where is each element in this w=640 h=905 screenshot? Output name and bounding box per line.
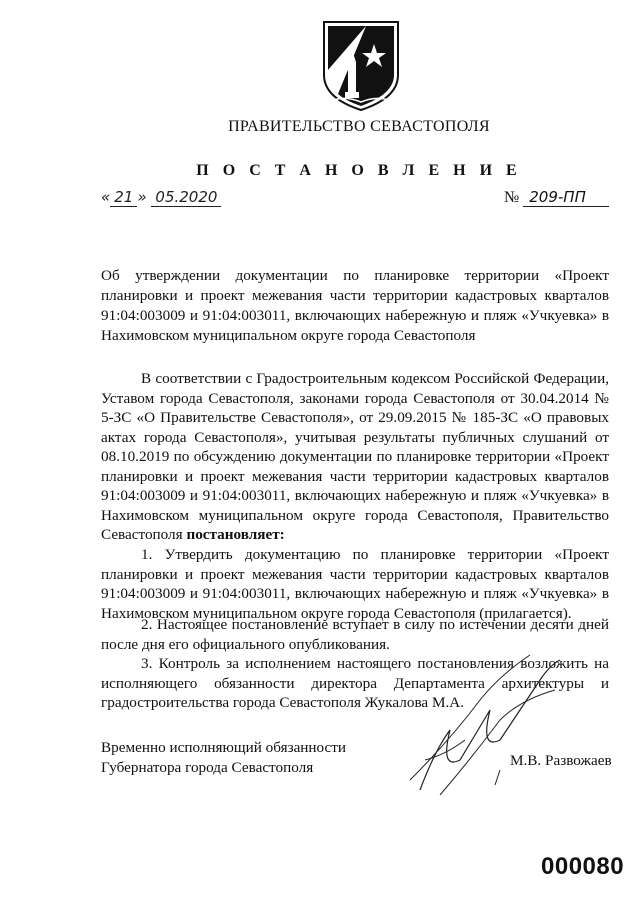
date-close-quote: » — [137, 188, 147, 206]
document-number — [504, 188, 609, 207]
decree-word: постановляет: — [186, 526, 285, 543]
date-open-quote: « — [101, 188, 111, 206]
coat-of-arms-icon — [316, 20, 406, 112]
decree-item-2: 2. Настоящее постановление вступает в силу по истечении десяти дней после дня его официального опубликования. — [101, 616, 609, 653]
preamble-text: В соответствии с Градостроительным кодексом Российской Федерации, Уставом города Севастополя, законами города Севастополя от 30.04.2014 № 5-ЗС «О Правительстве Севастополя», от 29.09.2015 № 185-ЗС «О правовых актах города Севастополя», учитывая результаты публичных слушаний от 08.10.2019 по обсуждению документации по планировке территории «Проект планировки и проект межевания части территории кадастровых кварталов 91:04:003009 и 91:04:003011, включающих набережную и пляж «Учкуевка» в Нахимовском муниципальном округе города Севастополя, Правительство Севастополя — [101, 370, 609, 543]
preamble-paragraph — [101, 369, 609, 545]
decree-item-3: 3. Контроль за исполнением настоящего постановления возложить на исполняющего обязанности директора Департамента архитектуры и градостроительства города Севастополя Жукалова М.А. — [101, 655, 609, 711]
document-type: П О С Т А Н О В Л Е Н И Е — [196, 162, 522, 179]
number-value: 209-ПП — [523, 188, 609, 207]
signatory-name: М.В. Развожаев — [510, 752, 612, 769]
document-subject: Об утверждении документации по планировке территории «Проект планировки и проект межевания части территории кадастровых кварталов 91:04:003009 и 91:04:003011, включающих набережную и пляж «Учкуевка» в Нахимовском муниципальном округе города Севастополя — [101, 267, 609, 344]
document-date — [101, 188, 221, 207]
number-label: № — [504, 189, 520, 206]
date-day: 21 — [110, 188, 137, 207]
handwritten-signature — [380, 640, 580, 800]
date-month-year: 05.2020 — [151, 188, 221, 207]
decree-item-1: 1. Утвердить документацию по планировке территории «Проект планировки и проект межевания части территории кадастровых кварталов 91:04:003009 и 91:04:003011, включающих набережную и пляж «Учкуевка» в Нахимовском муниципальном округе города Севастополя (прилагается). — [101, 546, 609, 622]
signatory-position-line-1: Временно исполняющий обязанности — [101, 739, 347, 756]
signatory-position-line-2: Губернатора города Севастополя — [101, 759, 314, 776]
serial-number: 000080 — [541, 853, 625, 880]
signatory-position — [101, 738, 346, 778]
government-name: ПРАВИТЕЛЬСТВО СЕВАСТОПОЛЯ — [228, 118, 490, 135]
